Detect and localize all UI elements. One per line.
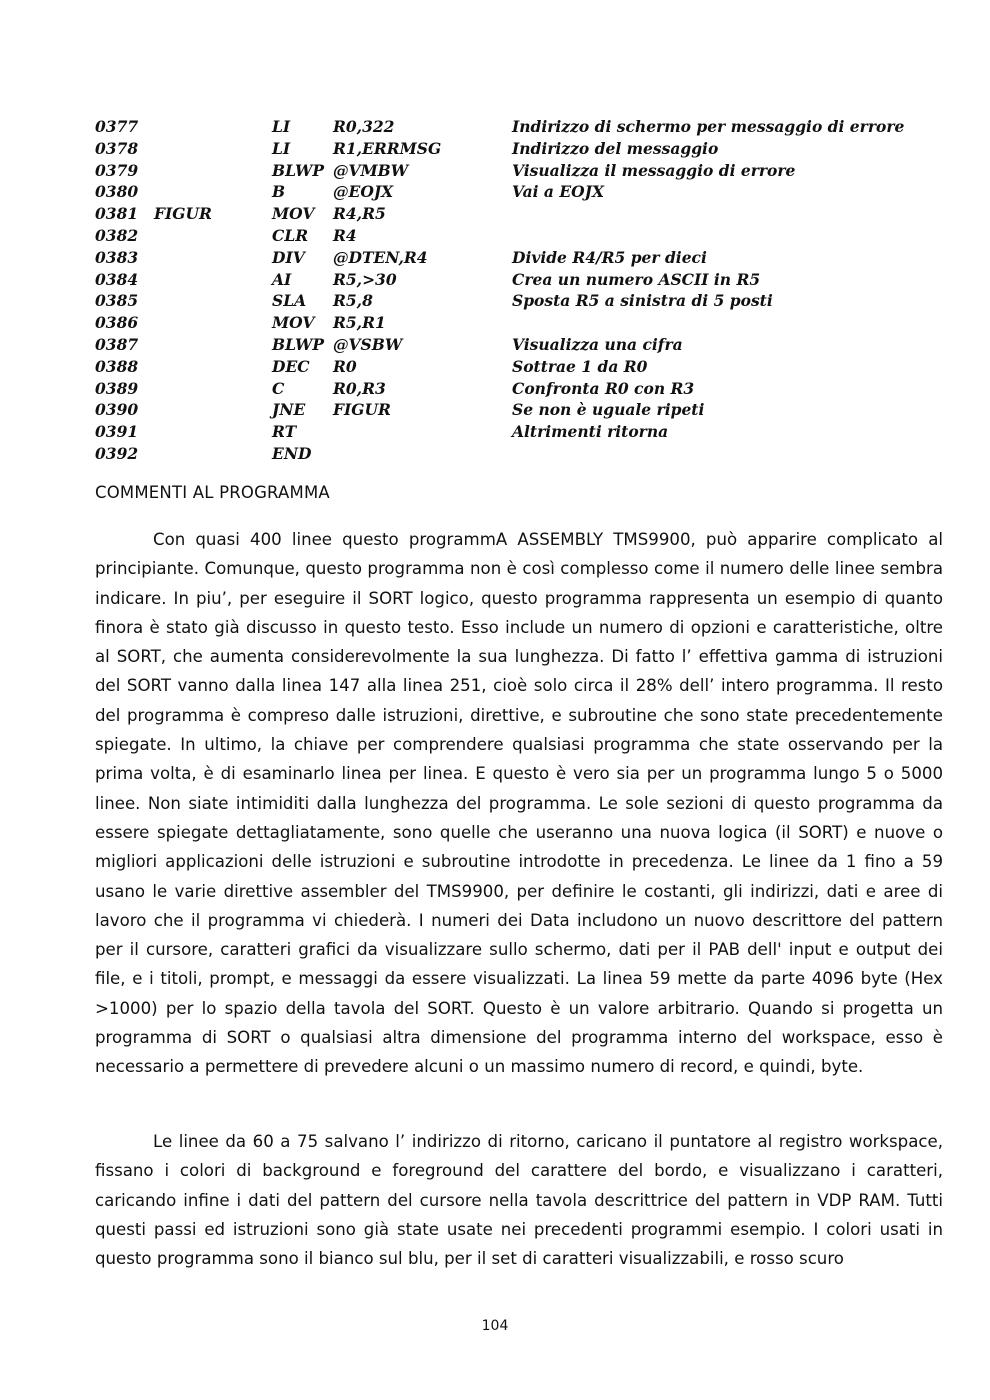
code-label bbox=[154, 334, 272, 356]
line-number: 0385 bbox=[95, 291, 139, 311]
code-label bbox=[154, 269, 272, 291]
code-label bbox=[154, 160, 272, 182]
paragraph-program-comments bbox=[95, 525, 943, 1082]
code-line bbox=[95, 225, 904, 247]
code-comment bbox=[512, 225, 904, 247]
line-number: 0387 bbox=[95, 334, 139, 354]
operand: FIGUR bbox=[333, 400, 391, 420]
opcode: AI bbox=[272, 269, 292, 289]
operand: R0,R3 bbox=[333, 378, 386, 398]
operand: R0 bbox=[333, 356, 357, 376]
opcode: LI bbox=[272, 117, 291, 136]
line-number: 0390 bbox=[95, 400, 139, 420]
code-label bbox=[154, 225, 272, 247]
code-label bbox=[154, 290, 272, 312]
line-number: 0379 bbox=[95, 160, 139, 180]
code-line bbox=[95, 356, 904, 378]
opcode: END bbox=[272, 443, 312, 463]
code-label bbox=[154, 421, 272, 443]
line-number: 0392 bbox=[95, 443, 139, 463]
code-label bbox=[154, 247, 272, 269]
code-comment bbox=[512, 443, 904, 465]
opcode: C bbox=[272, 378, 285, 398]
code-comment: Confronta R0 con R3 bbox=[512, 378, 695, 398]
operand: R5,>30 bbox=[333, 269, 397, 289]
opcode: B bbox=[272, 182, 286, 202]
code-label bbox=[154, 181, 272, 203]
code-comment bbox=[512, 203, 904, 225]
code-comment: Visualizza una cifra bbox=[512, 334, 683, 354]
code-line bbox=[95, 203, 904, 225]
code-line bbox=[95, 378, 904, 400]
code-line bbox=[95, 181, 904, 203]
opcode: MOV bbox=[272, 313, 315, 333]
code-comment: Divide R4/R5 per dieci bbox=[512, 247, 707, 267]
page-number: 104 bbox=[481, 1318, 509, 1334]
code-label bbox=[154, 312, 272, 334]
opcode: BLWP bbox=[272, 160, 325, 180]
code-comment: Vai a EOJX bbox=[512, 182, 605, 202]
line-number: 0383 bbox=[95, 247, 139, 267]
code-line bbox=[95, 312, 904, 334]
line-number: 0377 bbox=[95, 117, 139, 136]
line-number: 0389 bbox=[95, 378, 139, 398]
paragraph-text: Le linee da 60 a 75 salvano l’ indirizzo di ritorno, caricano il puntatore al registro workspace, fissano i colori di background e foreground del carattere del bordo, e visualizzano i caratteri, caricando infine i dati del pattern del cursore nella tavola descrittrice del pattern in VDP RAM. Tutti questi passi ed istruzioni sono già state usate nei precedenti programmi esempio. I colori usati in questo programma sono il bianco sul blu, per il set di caratteri visualizzabili, e rosso scuro bbox=[95, 1132, 943, 1269]
operand: R4,R5 bbox=[333, 204, 386, 224]
opcode: JNE bbox=[272, 400, 306, 420]
operand: R5,R1 bbox=[333, 313, 386, 333]
code-label bbox=[154, 356, 272, 378]
line-number: 0380 bbox=[95, 182, 139, 202]
line-number: 0388 bbox=[95, 356, 139, 376]
paragraph-lines-60-75 bbox=[95, 1127, 943, 1273]
code-comment: Visualizza il messaggio di errore bbox=[512, 160, 796, 180]
opcode: LI bbox=[272, 138, 291, 158]
opcode: SLA bbox=[272, 291, 307, 311]
code-line bbox=[95, 399, 904, 421]
code-label bbox=[154, 443, 272, 465]
code-line bbox=[95, 116, 904, 138]
opcode: CLR bbox=[272, 225, 309, 245]
code-comment: Indirizzo del messaggio bbox=[512, 138, 719, 158]
code-label: FIGUR bbox=[154, 204, 212, 224]
code-comment: Crea un numero ASCII in R5 bbox=[512, 269, 761, 289]
operand: R0,322 bbox=[333, 117, 395, 136]
assembly-code-listing bbox=[95, 116, 904, 465]
line-number: 0384 bbox=[95, 269, 139, 289]
opcode: BLWP bbox=[272, 334, 325, 354]
opcode: DEC bbox=[272, 356, 310, 376]
operand: R4 bbox=[333, 225, 357, 245]
section-title: COMMENTI AL PROGRAMMA bbox=[95, 483, 330, 502]
code-line bbox=[95, 138, 904, 160]
operand: @DTEN,R4 bbox=[333, 247, 428, 267]
code-label bbox=[154, 399, 272, 421]
code-line bbox=[95, 421, 904, 443]
line-number: 0382 bbox=[95, 225, 139, 245]
operand: @EOJX bbox=[333, 182, 394, 202]
code-line bbox=[95, 160, 904, 182]
code-comment: Altrimenti ritorna bbox=[512, 422, 669, 442]
code-label bbox=[154, 378, 272, 400]
code-label bbox=[154, 138, 272, 160]
code-comment: Sposta R5 a sinistra di 5 posti bbox=[512, 291, 773, 311]
operand bbox=[333, 421, 512, 443]
code-comment: Se non è uguale ripeti bbox=[512, 400, 705, 420]
code-line bbox=[95, 247, 904, 269]
line-number: 0386 bbox=[95, 313, 139, 333]
code-line bbox=[95, 269, 904, 291]
operand: @VSBW bbox=[333, 334, 403, 354]
line-number: 0381 bbox=[95, 204, 139, 224]
operand: R5,8 bbox=[333, 291, 373, 311]
code-line bbox=[95, 443, 904, 465]
opcode: DIV bbox=[272, 247, 305, 267]
operand bbox=[333, 443, 512, 465]
operand: @VMBW bbox=[333, 160, 409, 180]
line-number: 0378 bbox=[95, 138, 139, 158]
code-comment: Sottrae 1 da R0 bbox=[512, 356, 648, 376]
code-label bbox=[154, 116, 272, 138]
opcode: RT bbox=[272, 422, 297, 442]
line-number: 0391 bbox=[95, 422, 139, 442]
code-line bbox=[95, 334, 904, 356]
code-line bbox=[95, 290, 904, 312]
paragraph-text: Con quasi 400 linee questo programmA ASSEMBLY TMS9900, può apparire complicato al principiante. Comunque, questo programma non è così complesso come il numero delle linee sembra indicare. In piu’, per eseguire il SORT logico, questo programma rappresenta un esempio di quanto finora è stato già discusso in questo testo. Esso include un numero di opzioni e caratteristiche, oltre al SORT, che aumenta considerevolmente la sua lunghezza. Di fatto l’ effettiva gamma di istruzioni del SORT vanno dalla linea 147 alla linea 251, cioè solo circa il 28% dell’ intero programma. Il resto del programma è compreso dalle istruzioni, direttive, e subroutine che sono state precedentemente spiegate. In ultimo, la chiave per comprendere qualsiasi programma che state osservando per la prima volta, è di esaminarlo linea per linea. E questo è vero sia per un programma lungo 5 o 5000 linee. Non siate intimiditi dalla lunghezza del programma. Le sole sezioni di questo programma da essere spiegate dettagliatamente, sono quelle che useranno una nuova logica (il SORT) e nuove o migliori applicazioni delle istruzioni e subroutine introdotte in precedenza. Le linee da 1 fino a 59 usano le varie direttive assembler del TMS9900, per definire le costanti, gli indirizzi, dati e aree di lavoro che il programma vi chiederà. I numeri dei Data includono un nuovo descrittore del pattern per il cursore, caratteri grafici da visualizzare sullo schermo, dati per il PAB dell' input e output dei file, e i titoli, prompt, e messaggi da essere visualizzati. La linea 59 mette da parte 4096 byte (Hex >1000) per lo spazio della tavola del SORT. Questo è un valore arbitrario. Quando si progetta un programma di SORT o qualsiasi altra dimensione del programma interno del workspace, esso è necessario a permettere di prevedere alcuni o un massimo numero di record, e quindi, byte. bbox=[95, 530, 943, 1077]
code-comment bbox=[512, 312, 904, 334]
opcode: MOV bbox=[272, 204, 315, 224]
operand: R1,ERRMSG bbox=[333, 138, 442, 158]
code-comment: Indirizzo di schermo per messaggio di errore bbox=[512, 117, 905, 136]
